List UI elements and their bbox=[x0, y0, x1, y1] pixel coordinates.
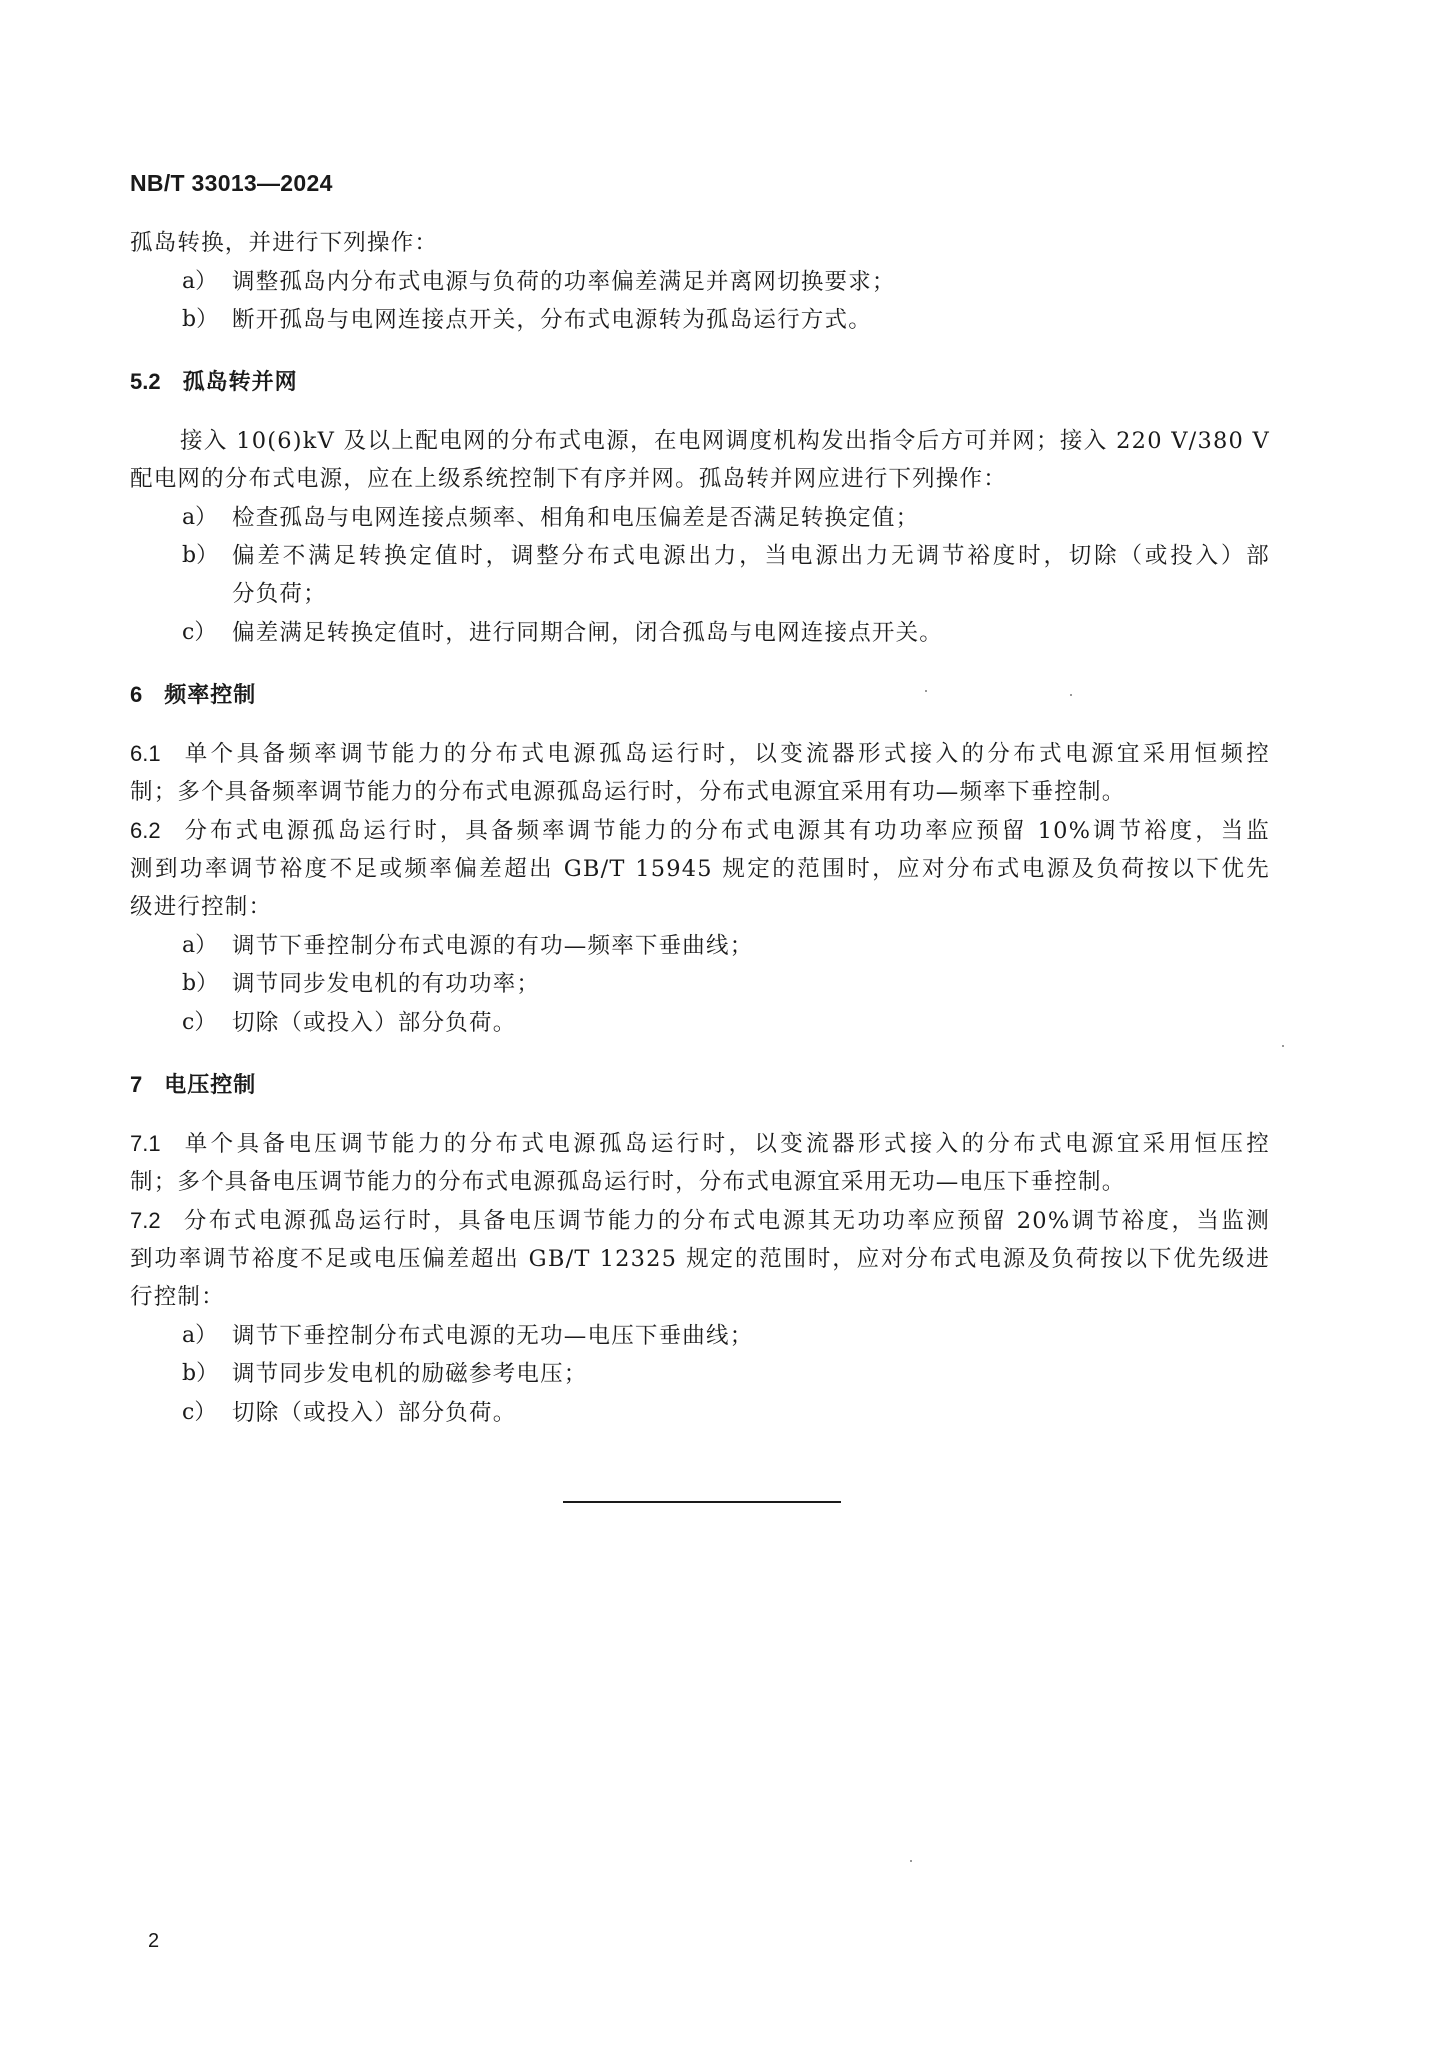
section-title: 频率控制 bbox=[164, 683, 257, 708]
section-heading-5-2 bbox=[130, 367, 298, 398]
scan-speck bbox=[925, 690, 927, 692]
clause-number: 6.1 bbox=[130, 741, 161, 766]
clause-text: 单个具备频率调节能力的分布式电源孤岛运行时，以变流器形式接入的分布式电源宜采用恒频控 bbox=[182, 741, 1270, 767]
clause-text: 单个具备电压调节能力的分布式电源孤岛运行时，以变流器形式接入的分布式电源宜采用恒压控 bbox=[182, 1131, 1270, 1157]
list-item-mark: a） bbox=[182, 933, 218, 958]
list-item-text: 分负荷； bbox=[232, 581, 327, 607]
list-item-mark: a） bbox=[182, 505, 218, 530]
section-number: 7 bbox=[130, 1072, 143, 1097]
section-title: 孤岛转并网 bbox=[182, 370, 298, 395]
section-heading-7 bbox=[130, 1070, 256, 1101]
list-item-text: 断开孤岛与电网连接点开关，分布式电源转为孤岛运行方式。 bbox=[232, 307, 872, 333]
section-heading-6 bbox=[130, 680, 256, 711]
list-item-mark: b） bbox=[182, 971, 219, 996]
list-item-mark: c） bbox=[182, 1010, 217, 1035]
list-item-mark: b） bbox=[182, 307, 219, 332]
clause-text: 制；多个具备频率调节能力的分布式电源孤岛运行时，分布式电源宜采用有功—频率下垂控制。 bbox=[130, 779, 1126, 805]
standard-number: NB/T 33013—2024 bbox=[130, 170, 333, 196]
clause-6-2-line1 bbox=[130, 816, 1270, 846]
clause-number: 7.2 bbox=[130, 1208, 161, 1233]
list-item-mark: a） bbox=[182, 1323, 218, 1348]
list-item-text: 切除（或投入）部分负荷。 bbox=[232, 1010, 517, 1036]
clause-text: 分布式电源孤岛运行时，具备频率调节能力的分布式电源其有功功率应预留 10%调节裕度，当监 bbox=[182, 818, 1270, 844]
list-item-text: 调节同步发电机的有功功率； bbox=[232, 971, 541, 997]
list-item-text: 调节同步发电机的励磁参考电压； bbox=[232, 1361, 588, 1387]
section-number: 5.2 bbox=[130, 369, 161, 394]
list-item-text: 调节下垂控制分布式电源的有功—频率下垂曲线； bbox=[232, 933, 754, 959]
clause-text: 测到功率调节裕度不足或频率偏差超出 GB/T 15945 规定的范围时，应对分布式电源及负荷按以下优先 bbox=[130, 856, 1270, 882]
clause-text: 到功率调节裕度不足或电压偏差超出 GB/T 12325 规定的范围时，应对分布式电源及负荷按以下优先级进 bbox=[130, 1246, 1270, 1272]
list-item-text: 调节下垂控制分布式电源的无功—电压下垂曲线； bbox=[232, 1323, 754, 1349]
clause-text: 级进行控制： bbox=[130, 894, 273, 920]
list-item-text: 检查孤岛与电网连接点频率、相角和电压偏差是否满足转换定值； bbox=[232, 505, 920, 531]
list-item-mark: a） bbox=[182, 269, 218, 294]
clause-text: 分布式电源孤岛运行时，具备电压调节能力的分布式电源其无功功率应预留 20%调节裕度，当监测 bbox=[182, 1208, 1270, 1234]
paragraph-line: 接入 10(6)kV 及以上配电网的分布式电源，在电网调度机构发出指令后方可并网；接入 220 V/380 V bbox=[180, 428, 1270, 454]
clause-number: 7.1 bbox=[130, 1131, 161, 1156]
section-title: 电压控制 bbox=[164, 1073, 257, 1098]
end-of-text-rule bbox=[563, 1501, 841, 1503]
list-item-text: 切除（或投入）部分负荷。 bbox=[232, 1400, 517, 1426]
scan-speck bbox=[1070, 694, 1072, 696]
list-item-mark: b） bbox=[182, 1361, 219, 1386]
clause-text: 制；多个具备电压调节能力的分布式电源孤岛运行时，分布式电源宜采用无功—电压下垂控制。 bbox=[130, 1169, 1126, 1195]
clause-text: 行控制： bbox=[130, 1284, 225, 1310]
scan-speck bbox=[1282, 1045, 1284, 1047]
clause-7-2-line1 bbox=[130, 1206, 1270, 1236]
clause-number: 6.2 bbox=[130, 818, 161, 843]
list-item-text: 偏差不满足转换定值时，调整分布式电源出力，当电源出力无调节裕度时，切除（或投入）部 bbox=[232, 543, 1270, 569]
page-number: 2 bbox=[148, 1930, 160, 1952]
section-number: 6 bbox=[130, 682, 143, 707]
continuation-intro: 孤岛转换，并进行下列操作： bbox=[130, 230, 439, 256]
clause-7-1-line1 bbox=[130, 1129, 1270, 1159]
list-item-text: 调整孤岛内分布式电源与负荷的功率偏差满足并离网切换要求； bbox=[232, 269, 896, 295]
list-item-text: 偏差满足转换定值时，进行同期合闸，闭合孤岛与电网连接点开关。 bbox=[232, 620, 944, 646]
scan-speck bbox=[910, 1860, 912, 1862]
paragraph-line: 配电网的分布式电源，应在上级系统控制下有序并网。孤岛转并网应进行下列操作： bbox=[130, 466, 1007, 492]
list-item-mark: b） bbox=[182, 543, 219, 568]
list-item-mark: c） bbox=[182, 1400, 217, 1425]
clause-6-1-line1 bbox=[130, 739, 1270, 769]
list-item-mark: c） bbox=[182, 620, 217, 645]
